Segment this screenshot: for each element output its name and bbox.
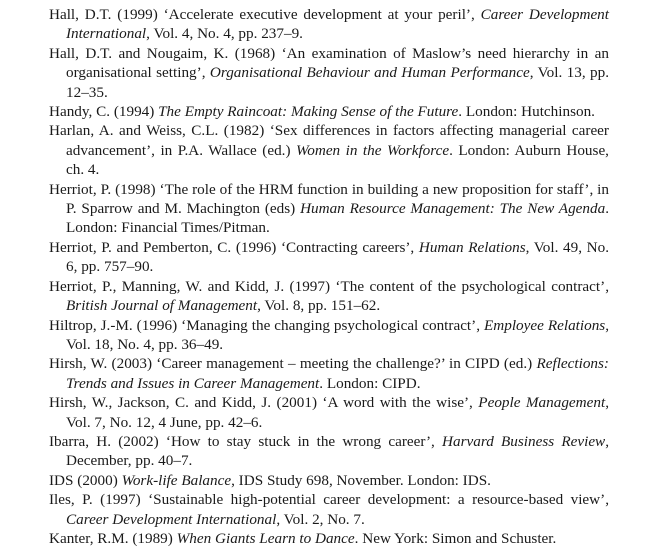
reference-entry [49, 490, 613, 529]
ref-text: IDS (2000) [49, 471, 122, 489]
ref-text: Hall, D.T. and Nougaim, K. (1968) ‘An examination of Maslow’s need hierarchy in an organisational setting’, [49, 44, 613, 82]
ref-text: Handy, C. (1994) [49, 103, 159, 121]
ref-text: Iles, P. (1997) ‘Sustainable high-potential career development: a resource-based view’, [49, 491, 613, 509]
ref-source-title: Human Resource Management: The New Agenda [300, 200, 606, 218]
ref-text: Herriot, P. (1998) ‘The role of the HRM function in building a new proposition for staff’, in P. Sparrow and M. Machington (eds) [49, 180, 613, 218]
ref-text: , Vol. 13, pp. 12–35. [66, 64, 613, 101]
ref-source-title: Human Relations [418, 238, 526, 256]
ref-text: Harlan, A. and Weiss, C.L. (1982) ‘Sex differences in factors affecting managerial career advancement’, in P.A. Wallace (ed.) [49, 122, 613, 159]
reference-entry [49, 121, 613, 179]
ref-source-title: Employee Relations [483, 316, 606, 334]
reference-entry [49, 316, 613, 355]
ref-source-title: Reflections: Trends and Issues in Career Management [66, 355, 613, 392]
ref-source-title: Career Development International [66, 510, 277, 528]
ref-text: . London: Financial Times/Pitman. [66, 200, 613, 237]
ref-text: . London: CIPD. [319, 374, 421, 392]
ref-text: Hall, D.T. (1999) ‘Accelerate executive development at your peril’, [49, 6, 481, 23]
reference-entry [49, 529, 609, 548]
reference-entry [49, 44, 613, 102]
reference-list [49, 5, 613, 548]
reference-entry [49, 393, 613, 432]
reference-entry [49, 180, 613, 238]
ref-text: . New York: Simon and Schuster. [354, 529, 557, 547]
ref-text: . London: Hutchinson. [458, 103, 595, 121]
ref-source-title: People Management [478, 394, 606, 412]
ref-text: , Vol. 4, No. 4, pp. 237–9. [146, 25, 303, 43]
reference-entry [49, 5, 613, 44]
ref-text: , Vol. 2, No. 7. [276, 510, 365, 528]
ref-text: Hirsh, W. (2003) ‘Career management – meeting the challenge?’ in CIPD (ed.) [49, 355, 537, 373]
ref-text: Kanter, R.M. (1989) [49, 529, 177, 547]
ref-text: , December, pp. 40–7. [66, 432, 613, 470]
reference-entry [49, 102, 609, 121]
reference-entry [49, 432, 613, 471]
ref-source-title: Harvard Business Review [442, 432, 606, 450]
ref-text: Herriot, P., Manning, W. and Kidd, J. (1997) ‘The content of the psychological contract’, [49, 277, 613, 295]
ref-text: , Vol. 8, pp. 151–62. [257, 297, 381, 315]
ref-text: Herriot, P. and Pemberton, C. (1996) ‘Contracting careers’, [49, 238, 419, 256]
reference-entry [49, 238, 613, 277]
ref-source-title: The Empty Raincoat: Making Sense of the Future [158, 103, 459, 121]
ref-source-title: British Journal of Management [66, 297, 258, 315]
ref-source-title: Organisational Behaviour and Human Performance [209, 64, 530, 82]
ref-source-title: When Giants Learn to Dance [176, 529, 355, 547]
ref-source-title: Work-life Balance [121, 471, 232, 489]
reference-entry [49, 354, 613, 393]
reference-entry [49, 471, 609, 490]
ref-text: , Vol. 18, No. 4, pp. 36–49. [66, 316, 613, 353]
ref-text: , Vol. 7, No. 12, 4 June, pp. 42–6. [66, 394, 613, 431]
ref-source-title: Career Development International [66, 6, 613, 43]
ref-text: , Vol. 49, No. 6, pp. 757–90. [66, 238, 613, 276]
ref-source-title: Women in the Workforce [296, 141, 450, 159]
ref-text: . London: Auburn House, ch. 4. [66, 141, 613, 179]
ref-text: Hiltrop, J.-M. (1996) ‘Managing the changing psychological contract’, [49, 316, 484, 334]
ref-text: Ibarra, H. (2002) ‘How to stay stuck in the wrong career’, [49, 432, 443, 450]
reference-entry [49, 277, 613, 316]
ref-text: , IDS Study 698, November. London: IDS. [231, 471, 491, 489]
ref-text: Hirsh, W., Jackson, C. and Kidd, J. (2001) ‘A word with the wise’, [49, 394, 479, 412]
